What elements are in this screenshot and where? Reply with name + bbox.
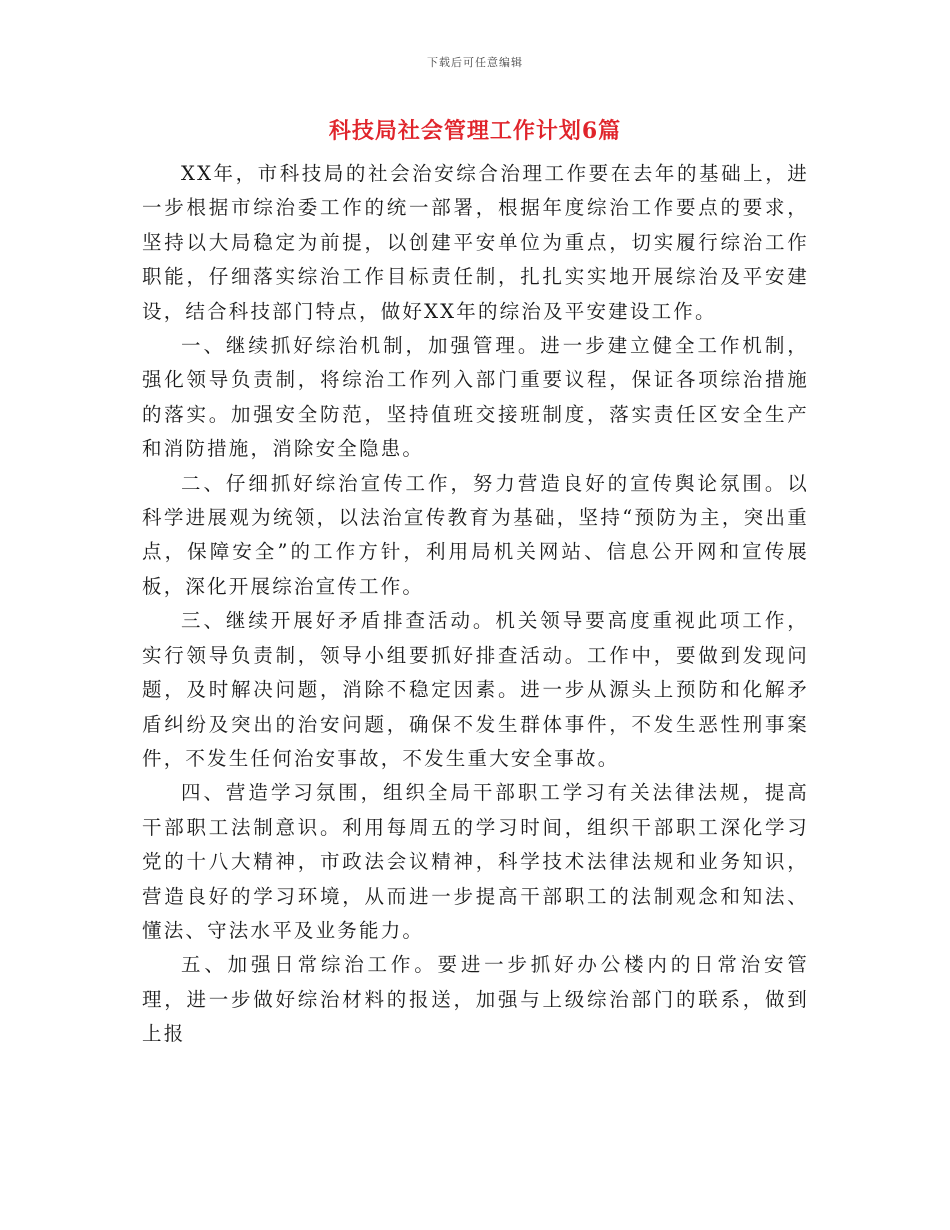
document-body <box>142 157 809 1052</box>
paragraph-section-2: 二、仔细抓好综治宣传工作，努力营造良好的宣传舆论氛围。以科学进展观为统领，以法治宣传教育为基础，坚持“预防为主，突出重点，保障安全”的工作方针，利用局机关网站、信息公开网和宣传展板，深化开展综治宣传工作。 <box>142 471 809 598</box>
document-title: 科技局社会管理工作计划6篇 <box>328 118 622 144</box>
paragraph-intro: XX年，市科技局的社会治安综合治理工作要在去年的基础上，进一步根据市综治委工作的统一部署，根据年度综治工作要点的要求，坚持以大局稳定为前提，以创建平安单位为重点，切实履行综治工作职能，仔细落实综治工作目标责任制，扎扎实实地开展综治及平安建设，结合科技部门特点，做好XX年的综治及平安建设工作。 <box>142 162 809 323</box>
paragraph-section-5: 五、加强日常综治工作。要进一步抓好办公楼内的日常治安管理，进一步做好综治材料的报送，加强与上级综治部门的联系，做到上报 <box>142 953 809 1046</box>
header-note: 下载后可任意编辑 <box>427 56 523 69</box>
paragraph-section-4: 四、营造学习氛围，组织全局干部职工学习有关法律法规，提高干部职工法制意识。利用每周五的学习时间，组织干部职工深化学习党的十八大精神，市政法会议精神，科学技术法律法规和业务知识，营造良好的学习环境，从而进一步提高干部职工的法制观念和知法、懂法、守法水平及业务能力。 <box>142 781 809 942</box>
paragraph-section-3: 三、继续开展好矛盾排查活动。机关领导要高度重视此项工作，实行领导负责制，领导小组要抓好排查活动。工作中，要做到发现问题，及时解决问题，消除不稳定因素。进一步从源头上预防和化解矛盾纠纷及突出的治安问题，确保不发生群体事件，不发生恶性刑事案件，不发生任何治安事故，不发生重大安全事故。 <box>142 609 809 770</box>
paragraph-section-1: 一、继续抓好综治机制，加强管理。进一步建立健全工作机制，强化领导负责制，将综治工作列入部门重要议程，保证各项综治措施的落实。加强安全防范，坚持值班交接班制度，落实责任区安全生产和消防措施，消除安全隐患。 <box>142 334 809 461</box>
